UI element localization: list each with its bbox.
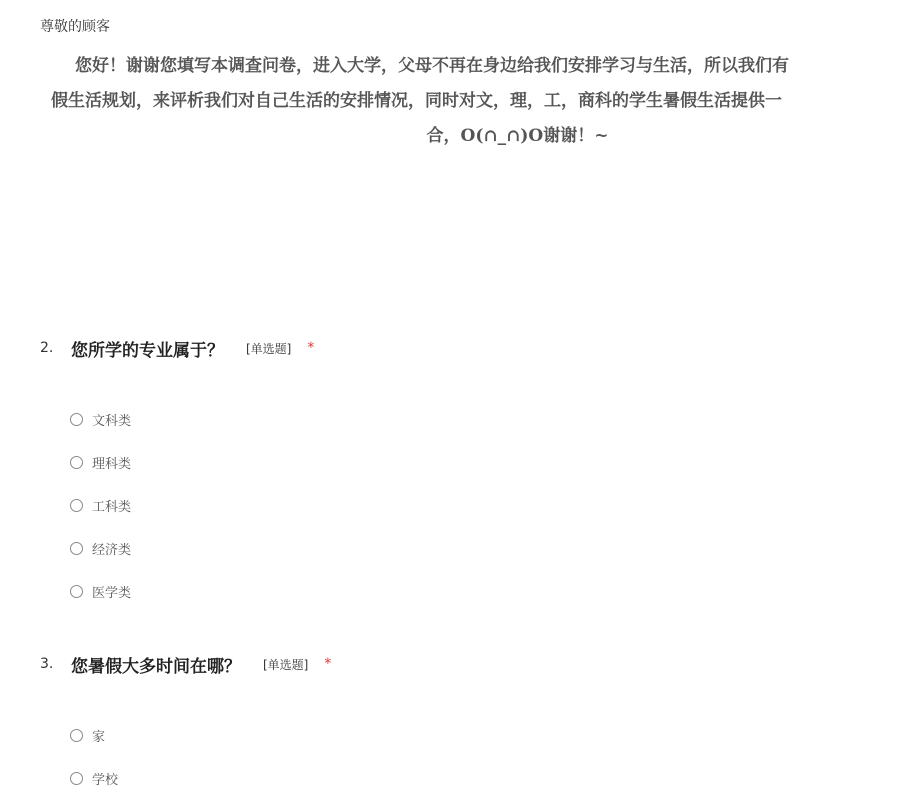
radio-button[interactable]: [70, 413, 83, 426]
option-label: 医学类: [92, 586, 132, 601]
greeting-text: 尊敬的顾客: [40, 19, 110, 35]
radio-button[interactable]: [70, 456, 83, 469]
option-liberal-arts[interactable]: [70, 410, 131, 429]
question-summer-location: [40, 652, 332, 788]
question-title: 您暑假大多时间在哪？: [71, 656, 241, 677]
intro-line: 假生活规划，来评析我们对自己生活的安排情况，同时对文，理，工，商科的学生暑假生活提供一: [51, 91, 782, 111]
question-number: 2.: [40, 340, 54, 356]
intro-line: 您好！谢谢您填写本调查问卷，进入大学，父母不再在身边给我们安排学习与生活，所以我们有: [75, 56, 789, 76]
option-engineering[interactable]: [70, 496, 131, 515]
option-label: 家: [92, 730, 106, 745]
question-type-tag: [单选题]: [263, 657, 309, 672]
intro-paragraph: [45, 52, 900, 157]
intro-line: 合，O(∩_∩)O谢谢！~: [426, 126, 609, 146]
option-home[interactable]: [70, 726, 105, 745]
option-label: 理科类: [92, 457, 132, 472]
radio-button[interactable]: [70, 499, 83, 512]
radio-button[interactable]: [70, 729, 83, 742]
radio-button[interactable]: [70, 772, 83, 785]
question-number: 3.: [40, 656, 54, 672]
question-header: [40, 336, 314, 360]
option-label: 文科类: [92, 414, 132, 429]
question-title: 您所学的专业属于？: [71, 340, 224, 361]
radio-button[interactable]: [70, 585, 83, 598]
question-major: [40, 336, 315, 601]
option-label: 学校: [92, 773, 119, 788]
required-marker: *: [324, 656, 332, 672]
question-type-tag: [单选题]: [246, 341, 292, 356]
question-header: [40, 652, 331, 676]
option-science[interactable]: [70, 453, 131, 472]
required-marker: *: [307, 340, 315, 356]
option-economics[interactable]: [70, 539, 131, 558]
radio-button[interactable]: [70, 542, 83, 555]
option-medicine[interactable]: [70, 582, 131, 601]
option-label: 工科类: [92, 500, 132, 515]
option-school[interactable]: [70, 769, 118, 788]
option-label: 经济类: [92, 543, 132, 558]
